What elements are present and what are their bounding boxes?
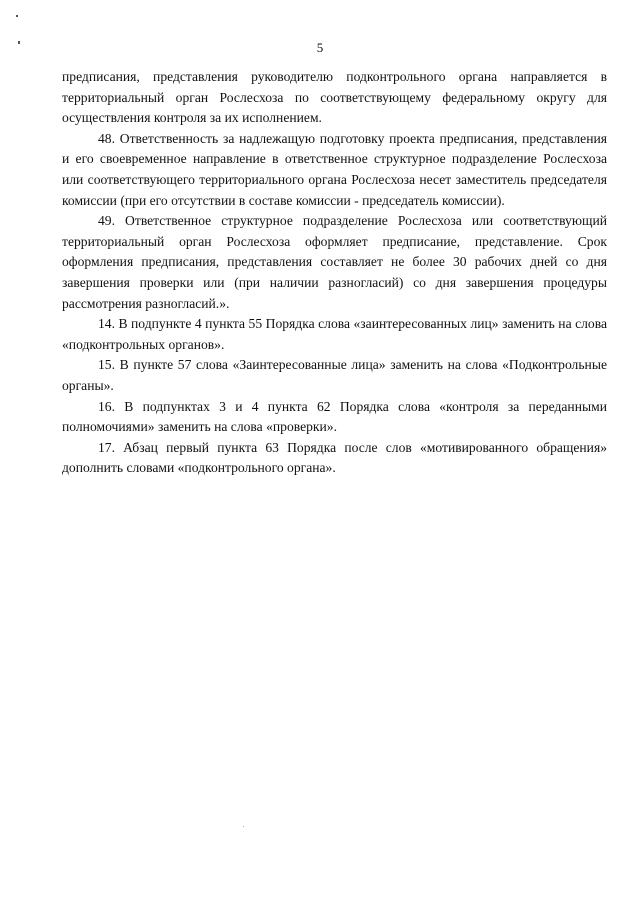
paragraph-item-16: 16. В подпунктах 3 и 4 пункта 62 Порядка слова «контроля за переданными полномочиями» заменить на слова «проверки». <box>62 398 607 435</box>
paragraph-item-49: 49. Ответственное структурное подразделение Рослесхоза или соответствующий территориальный орган Рослесхоза оформляет предписание, представление. Срок оформления предписания, представления составляет не более 30 рабочих дней со дня завершения проверки или (при наличии разногласий) со дня завершения процедуры рассмотрения разногласий.». <box>62 213 607 311</box>
paragraph-item-15: 15. В пункте 57 слова «Заинтересованные лица» заменить на слова «Подконтрольные органы». <box>62 357 607 393</box>
scan-speck <box>16 15 18 17</box>
paragraph-continuation: предписания, представления руководителю подконтрольного органа направляется в территориальный орган Рослесхоза по соответствующему федеральному округу для осуществления контроля за их исполнением. <box>62 69 607 126</box>
scan-speck <box>243 826 244 827</box>
paragraph-item-17: 17. Абзац первый пункта 63 Порядка после слов «мотивированного обращения» дополнить словами «подконтрольного органа». <box>62 439 607 476</box>
paragraph-item-14: 14. В подпункте 4 пункта 55 Порядка слова «заинтересованных лиц» заменить на слова «подконтрольных органов». <box>62 316 607 352</box>
document-body <box>62 67 607 479</box>
page-number: 5 <box>316 40 324 55</box>
paragraph-item-48: 48. Ответственность за надлежащую подготовку проекта предписания, представления и его своевременное направление в ответственное структурное подразделение Рослесхоза или соответствующего территориального органа Рослесхоза несет заместитель председателя комиссии (при его отсутствии в составе комиссии - председатель комиссии). <box>62 130 607 208</box>
